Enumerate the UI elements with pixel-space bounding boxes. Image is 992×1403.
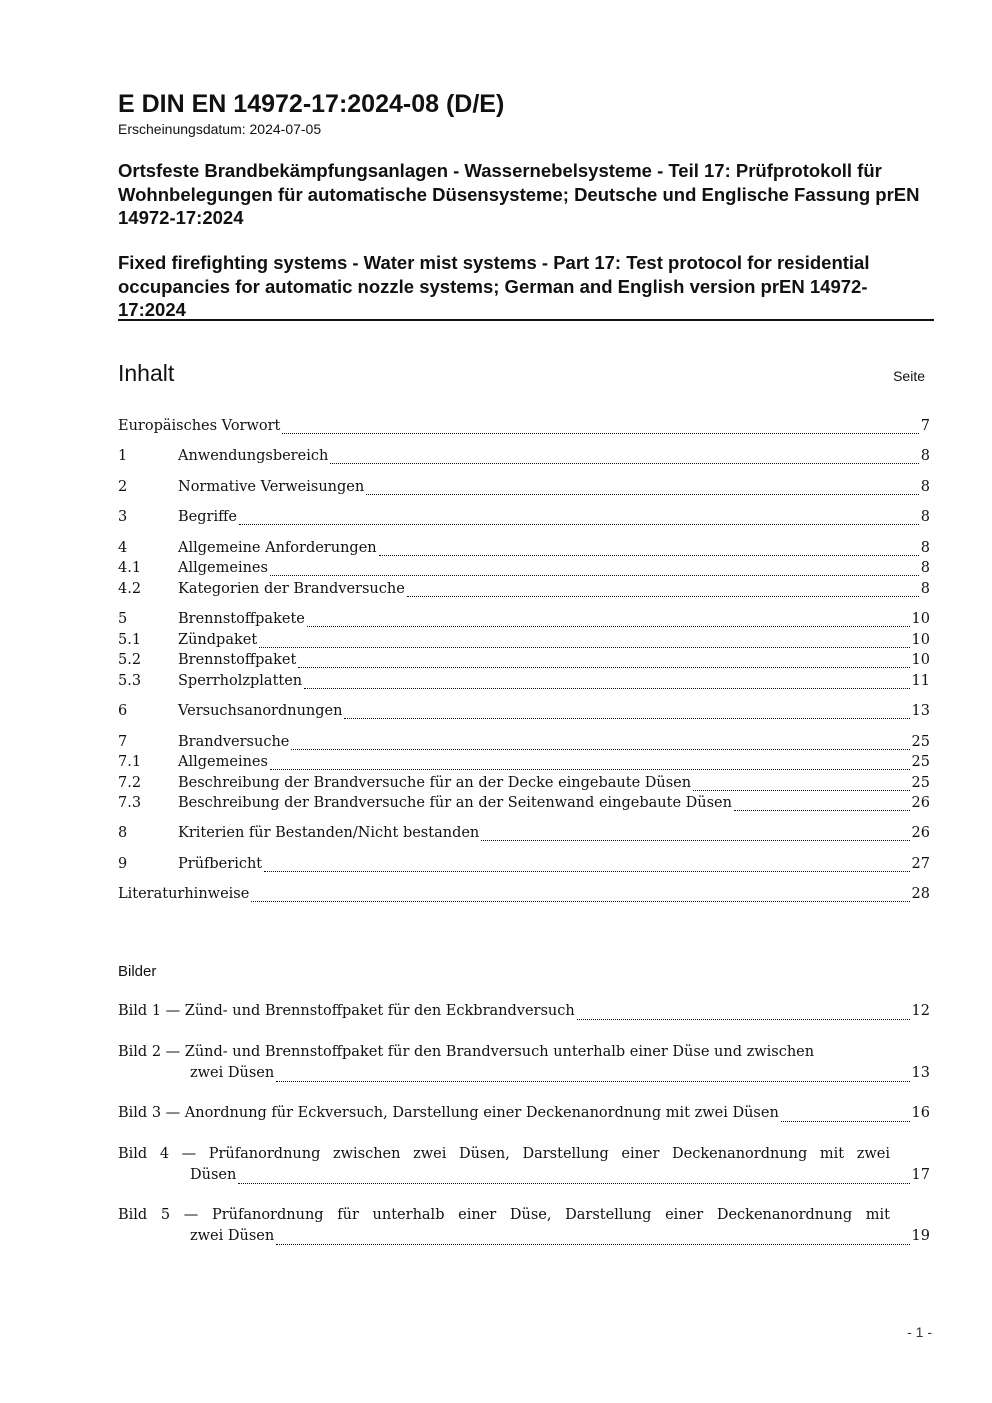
toc-leader [366,494,919,495]
toc-entry-number: 4 [118,540,128,556]
figure-entry-label-continued: Düsen [190,1167,237,1183]
toc-leader [304,688,909,689]
toc-entry-number: 5.3 [118,673,142,689]
toc-entry[interactable] [118,652,930,672]
toc-entry-label: Begriffe [178,509,237,525]
toc-leader [291,749,909,750]
toc-leader [307,626,910,627]
toc-entry-number: 6 [118,703,128,719]
toc-entry-page: 10 [911,611,930,627]
toc-entry-page: 25 [911,734,930,750]
toc-entry-page: 10 [911,632,930,648]
toc-leader [276,1244,909,1245]
title-german: Ortsfeste Brandbekämpfungsanlagen - Wassernebelsysteme - Teil 17: Prüfprotokoll für Wohnbelegungen für automatische Düsensysteme; Deutsche und Englische Fassung prEN 14972-17:2024 [118,160,920,228]
toc-leader [270,575,919,576]
toc-entry-page: 8 [920,448,930,464]
page-number: - 1 - [907,1324,932,1340]
toc-entry-label: Allgemeines [178,560,268,576]
toc-entry-page: 25 [911,775,930,791]
figure-entry-page: 13 [911,1065,930,1081]
toc-entry[interactable] [118,754,930,774]
toc-leader [298,667,909,668]
toc-leader [264,871,909,872]
toc-leader [693,790,909,791]
toc-leader [259,647,909,648]
figure-entry-page: 19 [911,1228,930,1244]
toc-entry-label: Anwendungsbereich [178,448,329,464]
toc-entry-page: 26 [911,795,930,811]
toc-entry-page: 8 [920,540,930,556]
toc-entry-number: 9 [118,856,128,872]
toc-entry[interactable] [118,795,930,815]
toc-entry-number: 3 [118,509,128,525]
toc-entry-page: 10 [911,652,930,668]
toc-entry-label: Allgemeines [178,754,268,770]
toc-entry-label: Beschreibung der Brandversuche für an der Decke eingebaute Düsen [178,775,692,791]
toc-entry-label: Versuchsanordnungen [178,703,343,719]
toc-entry-label: Allgemeine Anforderungen [178,540,377,556]
toc-entry[interactable] [118,886,930,906]
figure-entry-label: Bild 3 — Anordnung für Eckversuch, Darstellung einer Deckenanordnung mit zwei Düsen [118,1105,779,1121]
publication-date: Erscheinungsdatum: 2024-07-05 [118,121,322,137]
toc-entry[interactable] [118,703,930,723]
toc-leader [330,463,918,464]
toc-entry-label: Europäisches Vorwort [118,418,281,434]
toc-entry-number: 7 [118,734,128,750]
toc-entry-number: 7.3 [118,795,142,811]
toc-entry-number: 5.1 [118,632,142,648]
toc-entry-page: 13 [911,703,930,719]
toc-entry-label: Prüfbericht [178,856,263,872]
toc-leader [238,1183,909,1184]
toc-entry[interactable] [118,856,930,876]
toc-entry-page: 25 [911,754,930,770]
figure-entry[interactable] [118,1003,930,1024]
title-english: Fixed firefighting systems - Water mist systems - Part 17: Test protocol for residential occupancies for automatic nozzle systems; German and English version prEN 14972-17:2024 [118,252,870,320]
toc-entry[interactable] [118,540,930,560]
figure-entry-page: 16 [911,1105,930,1121]
toc-entry[interactable] [118,673,930,693]
figure-entry-label: Bild 2 — Zünd- und Brennstoffpaket für den Brandversuch unterhalb einer Düse und zwischen [118,1044,815,1060]
toc-entry-page: 8 [920,479,930,495]
toc-entry[interactable] [118,825,930,845]
toc-leader [781,1121,910,1122]
toc-entry-label: Beschreibung der Brandversuche für an der Seitenwand eingebaute Düsen [178,795,732,811]
toc-entry-page: 27 [911,856,930,872]
toc-leader [276,1081,909,1082]
toc-entry-label: Brandversuche [178,734,290,750]
toc-entry-label: Brennstoffpakete [178,611,305,627]
toc-page-column-label: Seite [893,368,925,384]
toc-leader [344,718,909,719]
figure-entry[interactable] [118,1146,930,1188]
toc-entry-number: 7.2 [118,775,142,791]
toc-leader [270,769,910,770]
figure-entry-label-continued: zwei Düsen [190,1228,275,1244]
figure-entry-page: 12 [911,1003,930,1019]
toc-entry-number: 5.2 [118,652,142,668]
toc-entry-page: 8 [920,509,930,525]
toc-heading: Inhalt [118,360,175,386]
figure-entry-page: 17 [911,1167,930,1183]
figure-entry[interactable] [118,1044,930,1086]
figure-entry-label: Bild 1 — Zünd- und Brennstoffpaket für den Eckbrandversuch [118,1003,575,1019]
toc-leader [481,840,909,841]
figures-heading: Bilder [118,963,157,980]
toc-leader [734,810,910,811]
toc-entry-page: 7 [920,418,930,434]
toc-entry[interactable] [118,734,930,754]
toc-entry-page: 8 [920,581,930,597]
figure-entry-label-continued: zwei Düsen [190,1065,275,1081]
toc-entry-number: 8 [118,825,128,841]
toc-entry-label: Sperrholzplatten [178,673,303,689]
toc-entry-number: 4.1 [118,560,142,576]
toc-entry-page: 28 [911,886,930,902]
toc-entry[interactable] [118,479,930,499]
toc-leader [282,433,918,434]
toc-entry-number: 5 [118,611,128,627]
toc-entry[interactable] [118,448,930,468]
toc-entry-page: 11 [911,673,930,689]
toc-entry-label: Normative Verweisungen [178,479,365,495]
toc-entry[interactable] [118,418,930,438]
toc-leader [239,524,919,525]
title-divider [118,319,934,321]
toc-entry[interactable] [118,560,930,580]
toc-entry-label: Kriterien für Bestanden/Nicht bestanden [178,825,480,841]
toc-leader [577,1019,910,1020]
toc-entry-label: Literaturhinweise [118,886,250,902]
toc-entry[interactable] [118,775,930,795]
toc-leader [407,596,919,597]
figure-entry[interactable] [118,1105,930,1126]
toc-entry-label: Kategorien der Brandversuche [178,581,405,597]
toc-entry-number: 7.1 [118,754,142,770]
toc-entry-label: Brennstoffpaket [178,652,297,668]
toc-entry-label: Zündpaket [178,632,258,648]
toc-entry-number: 1 [118,448,128,464]
toc-leader [379,555,919,556]
figure-entry[interactable] [118,1207,930,1249]
toc-entry[interactable] [118,632,930,652]
toc-entry[interactable] [118,581,930,601]
figure-entry-label: Bild 5 — Prüfanordnung für unterhalb einer Düse, Darstellung einer Deckenanordnung mit [118,1207,890,1223]
toc-entry[interactable] [118,509,930,529]
figure-entry-label: Bild 4 — Prüfanordnung zwischen zwei Düsen, Darstellung einer Deckenanordnung mit zwei [118,1146,890,1162]
toc-entry-number: 4.2 [118,581,142,597]
toc-entry-number: 2 [118,479,128,495]
toc-entry[interactable] [118,611,930,631]
toc-entry-page: 8 [920,560,930,576]
toc-entry-page: 26 [911,825,930,841]
document-id: E DIN EN 14972-17:2024-08 (D/E) [118,90,505,118]
toc-leader [251,901,909,902]
